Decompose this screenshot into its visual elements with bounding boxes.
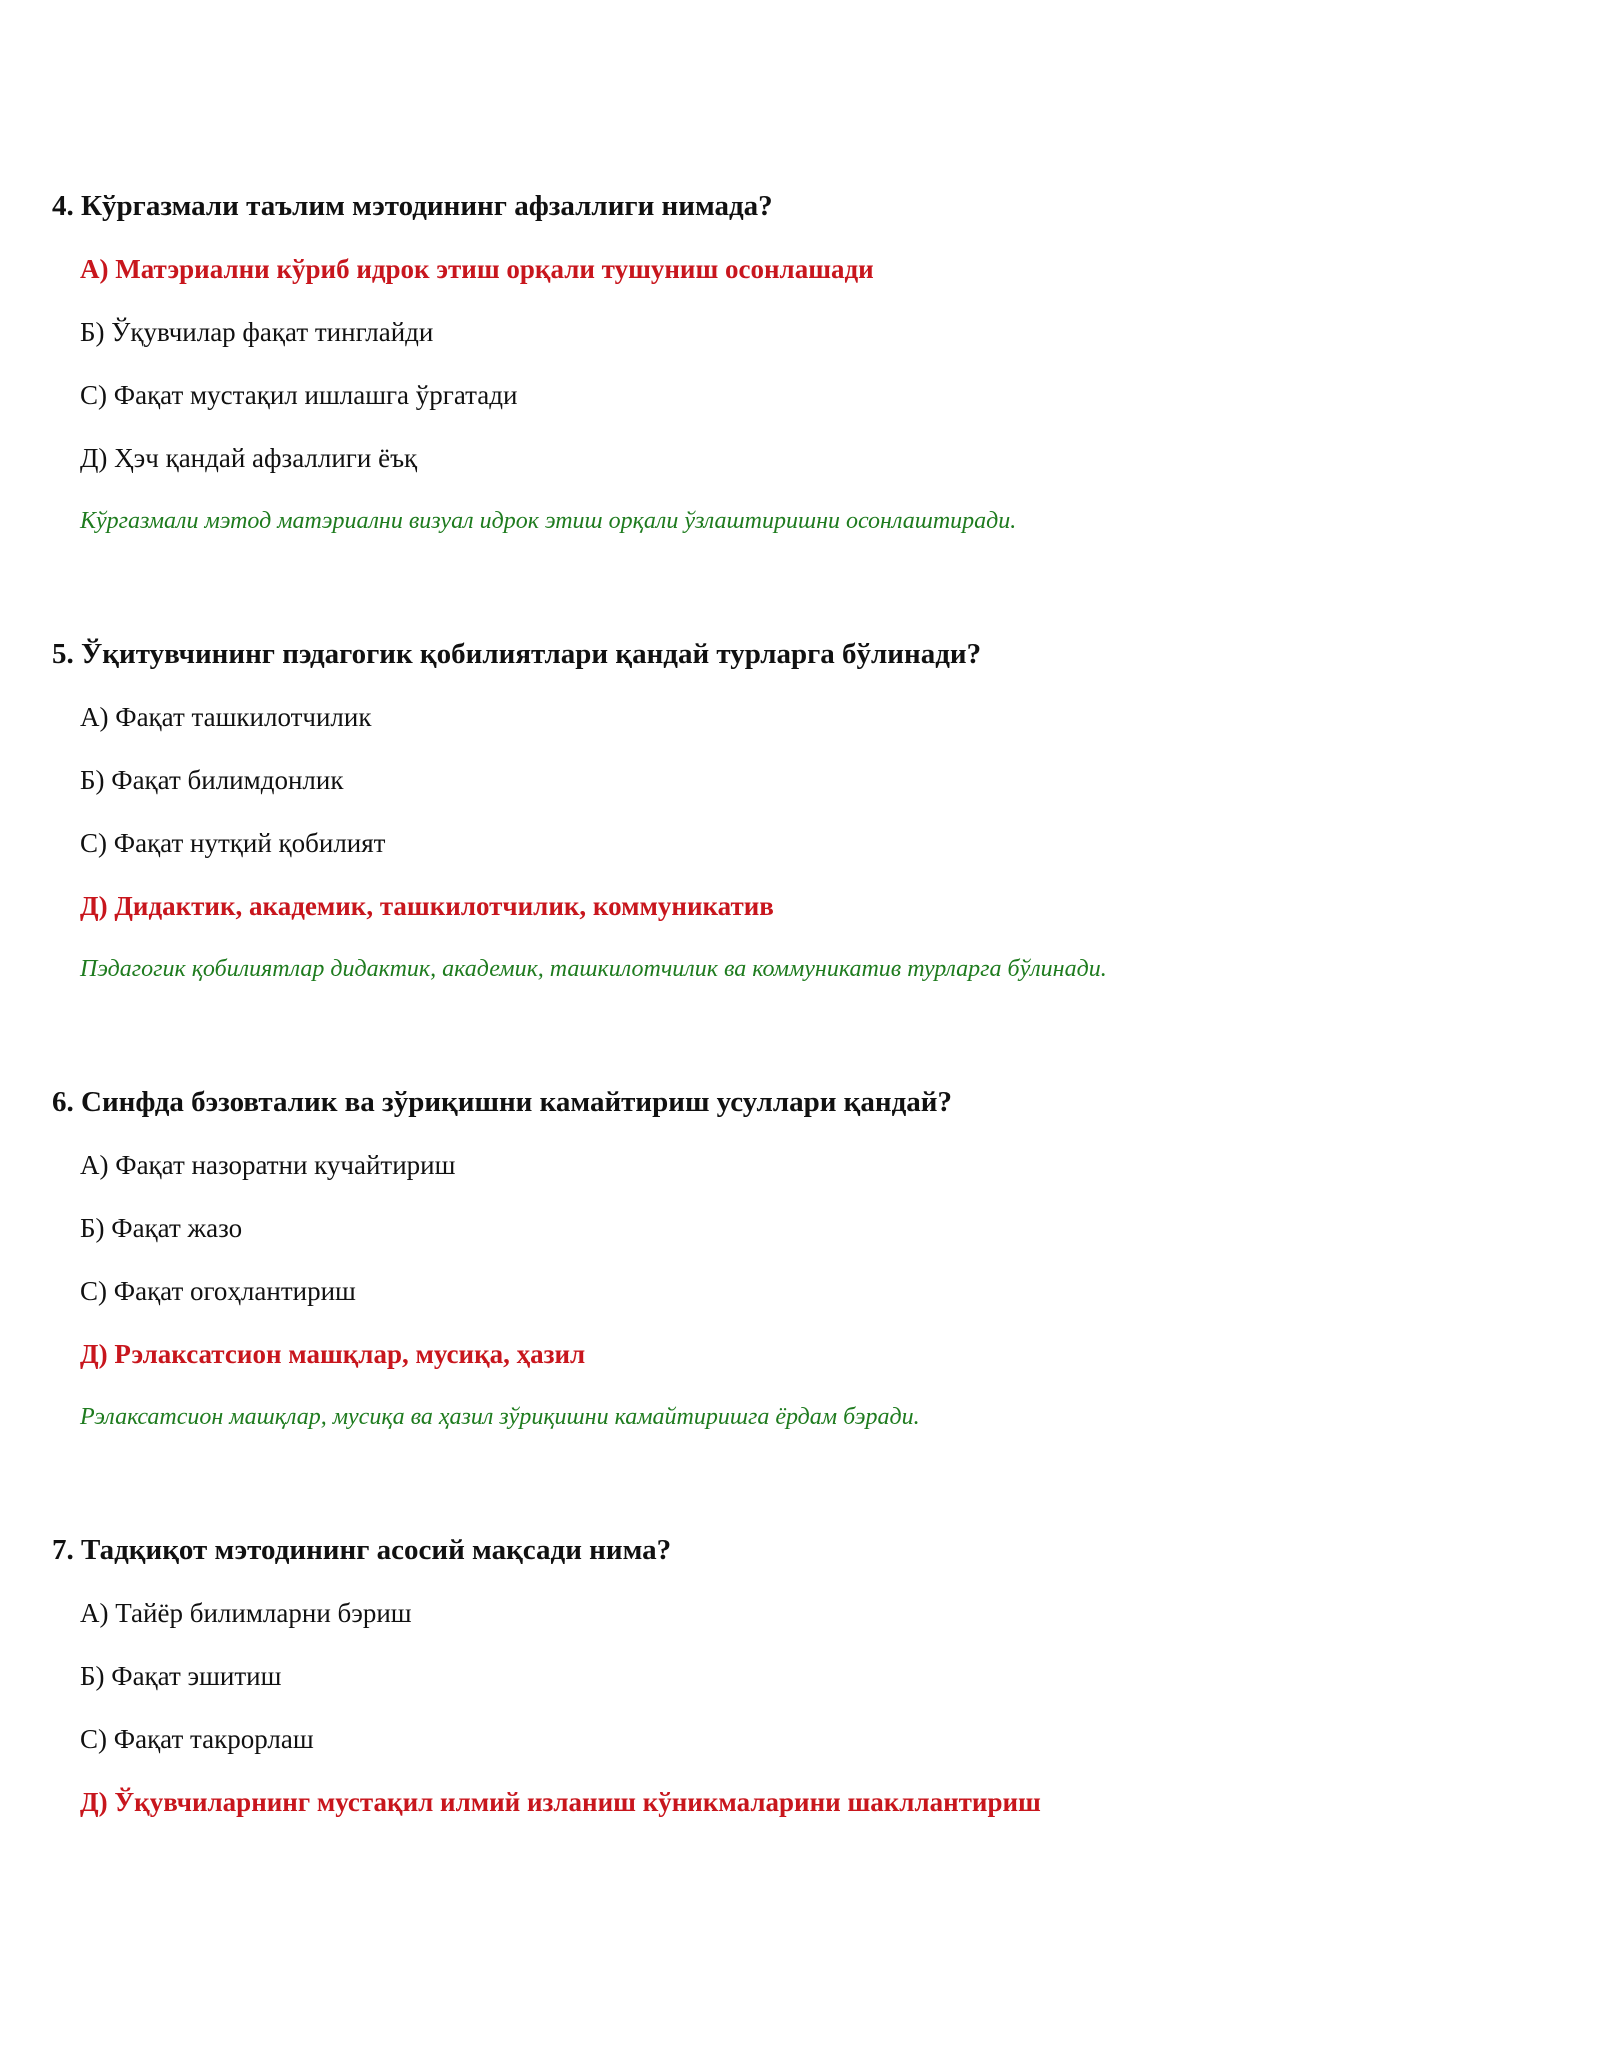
question-5-option-b: Б) Фақат билимдонлик (80, 765, 344, 795)
question-5-explanation: Пэдагогик қобилиятлар дидактик, академик, ташкилотчилик ва коммуникатив турларга бўлинади. (80, 956, 1107, 982)
question-7-option-b: Б) Фақат эшитиш (80, 1661, 282, 1691)
question-4-text: 4. Кўргазмали таълим мэтодининг афзаллиги нимада? (52, 190, 773, 222)
question-5-option-a: А) Фақат ташкилотчилик (80, 702, 372, 732)
question-6-option-a: А) Фақат назоратни кучайтириш (80, 1150, 456, 1180)
question-6-explanation: Рэлаксатсион машқлар, мусиқа ва ҳазил зўриқишни камайтиришга ёрдам бэради. (80, 1404, 920, 1430)
question-6-text: 6. Синфда бэзовталик ва зўриқишни камайтириш усуллари қандай? (52, 1086, 952, 1118)
question-4-option-c: С) Фақат мустақил ишлашга ўргатади (80, 380, 518, 410)
question-5-option-c: С) Фақат нутқий қобилият (80, 828, 386, 858)
question-7-option-c: С) Фақат такрорлаш (80, 1724, 314, 1754)
question-4-option-a: А) Матэриални кўриб идрок этиш орқали тушуниш осонлашади (80, 254, 874, 284)
question-6-option-b: Б) Фақат жазо (80, 1213, 243, 1243)
question-7-text: 7. Тадқиқот мэтодининг асосий мақсади нима? (52, 1534, 672, 1566)
question-4-option-b: Б) Ўқувчилар фақат тинглайди (80, 317, 434, 347)
question-6-option-c: С) Фақат огоҳлантириш (80, 1276, 356, 1306)
question-7-option-d: Д) Ўқувчиларнинг мустақил илмий изланиш кўникмаларини шакллантириш (80, 1787, 1041, 1817)
question-6-option-d: Д) Рэлаксатсион машқлар, мусиқа, ҳазил (80, 1339, 586, 1369)
question-5-text: 5. Ўқитувчининг пэдагогик қобилиятлари қандай турларга бўлинади? (52, 638, 982, 670)
question-4-explanation: Кўргазмали мэтод матэриални визуал идрок этиш орқали ўзлаштиришни осонлаштиради. (80, 508, 1017, 534)
question-4-option-d: Д) Ҳэч қандай афзаллиги ёъқ (80, 443, 418, 473)
question-7-option-a: А) Тайёр билимларни бэриш (80, 1598, 412, 1628)
question-5-option-d: Д) Дидактик, академик, ташкилотчилик, коммуникатив (80, 891, 774, 921)
